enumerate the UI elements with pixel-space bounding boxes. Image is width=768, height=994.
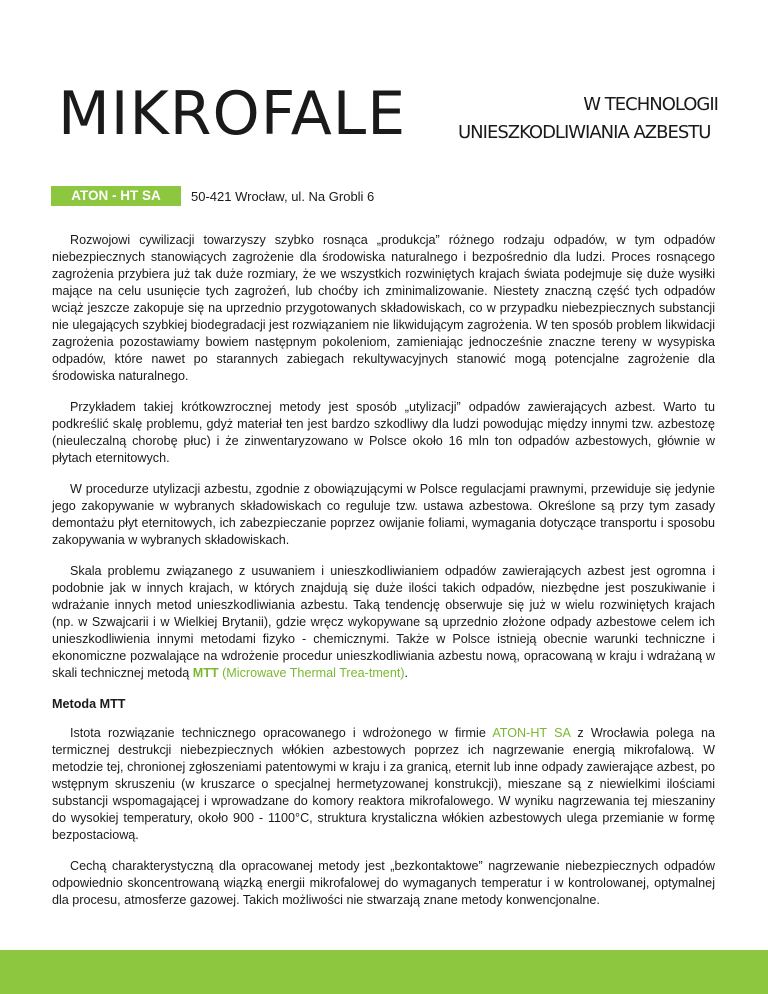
page-title: MIKROFALE: [58, 79, 407, 149]
paragraph-2: Przykładem takiej krótkowzrocznej metody jest sposób „utylizacji” odpadów zawierających azbest. Warto tu podkreślić skalę problemu, gdyż materiał ten jest bardzo szkodliwy dla ludzi powodując między innymi tzw. azbestozę (nieuleczalną chorobę płuc) i że zinwentaryzowano w Polsce około 16 mln ton odpadów azbestowych, głównie w płytach eternitowych.: [52, 400, 715, 465]
subtitle-line-1: W TECHNOLOGII: [583, 94, 718, 115]
header: [58, 79, 718, 152]
paragraph-5: [52, 725, 715, 844]
paragraph-4-end: .: [404, 666, 409, 680]
subtitle-line-2: UNIESZKODLIWIANIA AZBESTU: [458, 122, 711, 143]
section-heading: Metoda MTT: [52, 697, 126, 711]
paragraph-6: Cechą charakterystyczną dla opracowanej metody jest „bezkontaktowe” nagrzewanie niebezpiecznych odpadów odpowiednio skoncentrowaną wiązką energii mikrofalowej do wymaganych temperatur i w kontrolowanej, optymalnej dla procesu, atmosferze gazowej. Takich możliwości nie stwarzają znane metody konwencjonalne.: [52, 859, 715, 907]
mtt-expansion: (Microwave Thermal Trea-tment): [222, 666, 405, 680]
paragraph-5-rest: z Wrocławia polega na termicznej destrukcji niebezpiecznych włókien azbestowych poprzez ich nagrzewanie energią mikrofalową. W metodzie tej, chronionej zgłoszeniami patentowymi w kraju i za granicą, eternit lub inne odpady zawierające azbest, po wstępnym skruszeniu (w kruszarce o specjalnej hermetyzowanej konstrukcji), mieszane są z niewielkimi ilościami substancji wspomagającej i wprowadzane do komory reaktora mikrofalowego. W wyniku nagrzewania tej mieszaniny do wysokiej temperatury, około 900 - 1100°C, struktura krystaliczna włókien azbestowych ulega przemianie w formę bezpostaciową.: [52, 726, 715, 842]
company-name-highlight: ATON-HT SA: [492, 726, 571, 740]
company-badge: ATON - HT SA: [51, 186, 181, 206]
paragraph-4: [52, 563, 715, 682]
footer-bar: [0, 950, 768, 994]
mtt-term: MTT: [192, 666, 219, 680]
paragraph-1: Rozwojowi cywilizacji towarzyszy szybko rosnąca „produkcja” różnego rodzaju odpadów, w tym odpadów niebezpiecznych stanowiących zagrożenie dla środowiska naturalnego i bezpośrednio dla ludzi. Proces rosnącego zagrożenia przybiera już tak duże rozmiary, że we wszystkich rozwiniętych krajach świata podejmuje się duże wysiłki mające na celu usunięcie tych zagrożeń, lub choćby ich zminimalizowanie. Niestety znaczną część tych odpadów wciąż jeszcze zakopuje się na uprzednio przygotowanych składowiskach, co w przypadku niebezpiecznych substancji nie ulegających szybkiej biodegradacji jest rozwiązaniem nie likwidującym zagrożenia. W ten sposób problem likwidacji zagrożenia pozostawiamy bowiem następnym pokoleniom, zamieniając jednocześnie znaczne tereny w wysypiska odpadów, które nawet po starannych zabiegach rekultywacyjnych stanowić mogą potencjalne zagrożenie dla środowiska naturalnego.: [52, 233, 715, 383]
paragraph-4-text: Skala problemu związanego z usuwaniem i unieszkodliwianiem odpadów zawierających azbest jest ogromna i podobnie jak w innych krajach, w których znajdują się duże ilości takich odpadów, niezbędne jest poszukiwanie i wdrażanie innych metod unieszkodliwiania azbestu. Taką tendencję obserwuje się już w wielu rozwiniętych krajach (np. w Szwajcarii i w Wielkiej Brytanii), gdzie wręcz wykopywane są uprzednio złożone odpady azbestowe celem ich unieszkodliwienia innymi metodami fizyko - chemicznymi. Także w Polsce istnieją obecnie warunki techniczne i ekonomiczne pozwalające na wdrożenie procedur unieszkodliwiania azbestu nową, opracowaną w kraju i wdrażaną w skali technicznej metodą: [52, 564, 715, 680]
company-info: [51, 186, 374, 206]
paragraph-5-start: Istota rozwiązanie technicznego opracowanego i wdrożonego w firmie: [70, 726, 493, 740]
article-body: [52, 232, 715, 923]
company-address: 50-421 Wrocław, ul. Na Grobli 6: [191, 188, 375, 204]
paragraph-3: W procedurze utylizacji azbestu, zgodnie z obowiązującymi w Polsce regulacjami prawnymi, przewiduje się jedynie jego zakopywanie w wybranych składowiskach co reguluje tzw. ustawa azbestowa. Określone są przy tym zasady demontażu płyt eternitowych, ich zabezpieczanie poprzez owijanie foliami, wymagania dotyczące transportu i sposobu zakopywania w wybranych składowiskach.: [52, 482, 715, 547]
